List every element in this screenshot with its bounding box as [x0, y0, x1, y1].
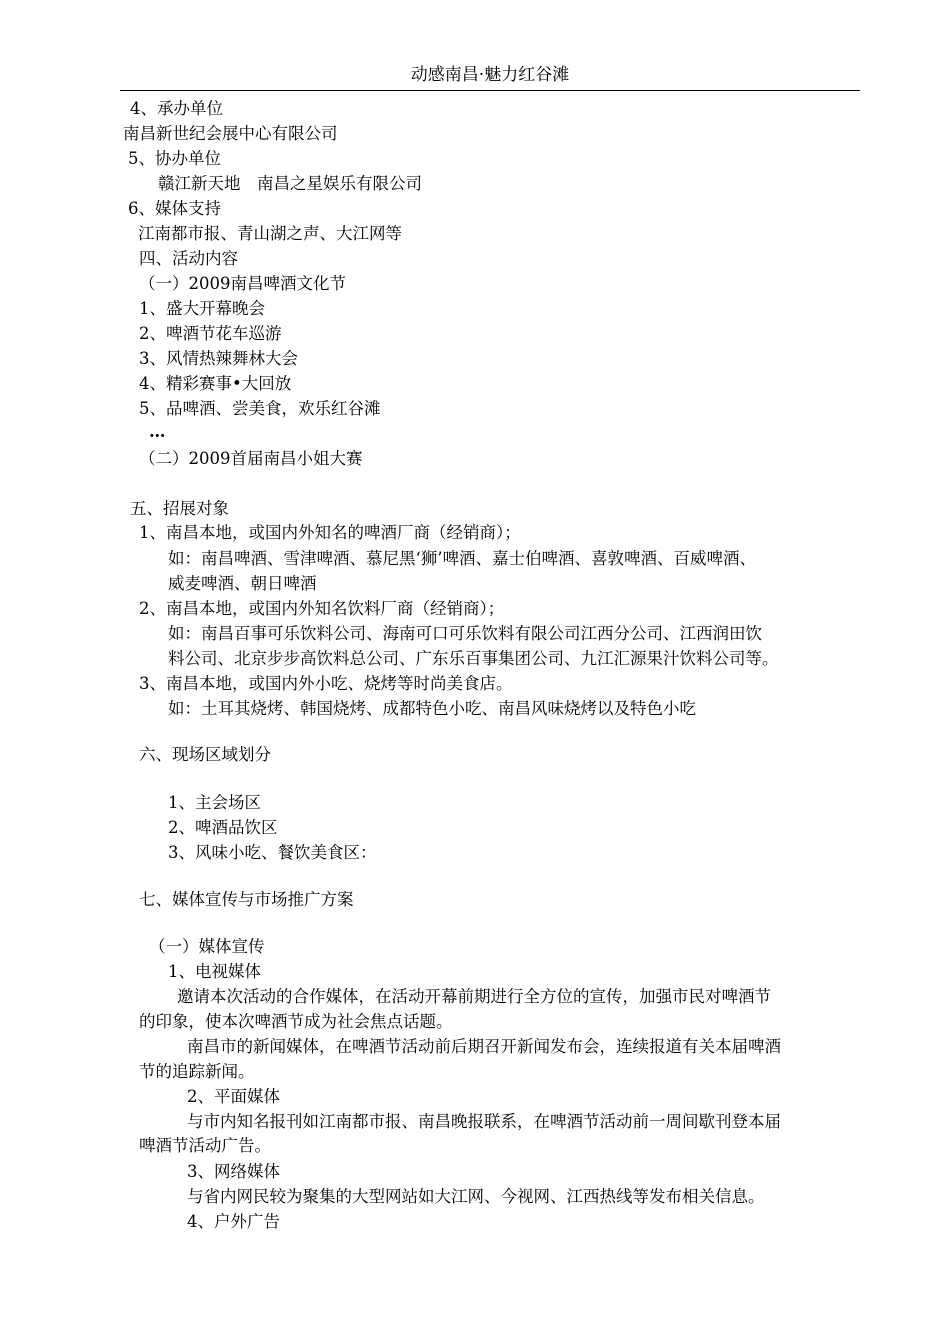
text-line: 料公司、北京步步高饮料总公司、广东乐百事集团公司、九江汇源果汁饮料公司等。	[168, 649, 779, 668]
text-line: 如：南昌啤酒、雪津啤酒、慕尼黑‘狮’啤酒、嘉士伯啤酒、喜敦啤酒、百威啤酒、	[168, 549, 756, 568]
text-line: 南昌新世纪会展中心有限公司	[123, 124, 338, 143]
text-line: 如：土耳其烧烤、韩国烧烤、成都特色小吃、南昌风味烧烤以及特色小吃	[168, 699, 696, 718]
text-line: 与市内知名报刊如江南都市报、南昌晚报联系，在啤酒节活动前一周间歇刊登本届	[187, 1112, 781, 1131]
text-line: 威麦啤酒、朝日啤酒	[168, 574, 317, 593]
list-item: 2、啤酒节花车巡游	[139, 324, 282, 343]
list-item: 1、电视媒体	[168, 962, 261, 981]
text-line: 4、承办单位	[130, 99, 223, 118]
list-item: 3、南昌本地，或国内外小吃、烧烤等时尚美食店。	[139, 674, 513, 693]
text-line: 5、协办单位	[128, 149, 221, 168]
section-heading: 六、现场区域划分	[139, 745, 271, 764]
list-item: 3、网络媒体	[187, 1162, 280, 1181]
subsection-heading: （一）媒体宣传	[149, 937, 265, 956]
list-item: 1、主会场区	[168, 793, 261, 812]
text-line: 如：南昌百事可乐饮料公司、海南可口可乐饮料有限公司江西分公司、江西润田饮	[168, 624, 762, 643]
header-divider	[120, 90, 860, 91]
list-item: 4、精彩赛事•大回放	[139, 374, 292, 393]
list-item: 2、平面媒体	[187, 1087, 280, 1106]
subsection-heading: （一）2009南昌啤酒文化节	[139, 274, 346, 293]
list-item: 1、盛大开幕晚会	[139, 299, 265, 318]
list-item: 3、风味小吃、餐饮美食区：	[168, 843, 377, 862]
list-item: 2、南昌本地，或国内外知名饮料厂商（经销商）；	[139, 599, 505, 618]
list-item: 5、品啤酒、尝美食，欢乐红谷滩	[139, 399, 381, 418]
subsection-heading: （二）2009首届南昌小姐大赛	[139, 449, 363, 468]
text-line: 江南都市报、青山湖之声、大江网等	[138, 224, 402, 243]
ellipsis: …	[149, 422, 166, 441]
text-line: 与省内网民较为聚集的大型网站如大江网、今视网、江西热线等发布相关信息。	[187, 1187, 765, 1206]
section-heading: 七、媒体宣传与市场推广方案	[139, 890, 354, 909]
section-heading: 四、活动内容	[139, 249, 238, 268]
text-line: 邀请本次活动的合作媒体，在活动开幕前期进行全方位的宣传，加强市民对啤酒节	[177, 987, 771, 1006]
text-line: 的印象，使本次啤酒节成为社会焦点话题。	[139, 1012, 453, 1031]
list-item: 3、风情热辣舞林大会	[139, 349, 298, 368]
list-item: 2、啤酒品饮区	[168, 818, 278, 837]
page-header-title: 动感南昌·魅力红谷滩	[410, 65, 570, 85]
text-line: 啤酒节活动广告。	[139, 1136, 271, 1155]
text-line: 节的追踪新闻。	[139, 1062, 255, 1081]
text-line: 南昌市的新闻媒体，在啤酒节活动前后期召开新闻发布会，连续报道有关本届啤酒	[187, 1037, 781, 1056]
list-item: 1、南昌本地，或国内外知名的啤酒厂商（经销商）；	[139, 523, 521, 542]
section-heading: 五、招展对象	[130, 499, 229, 518]
list-item: 4、户外广告	[187, 1212, 280, 1231]
text-line: 6、媒体支持	[128, 199, 221, 218]
text-line: 赣江新天地 南昌之星娱乐有限公司	[158, 174, 422, 193]
